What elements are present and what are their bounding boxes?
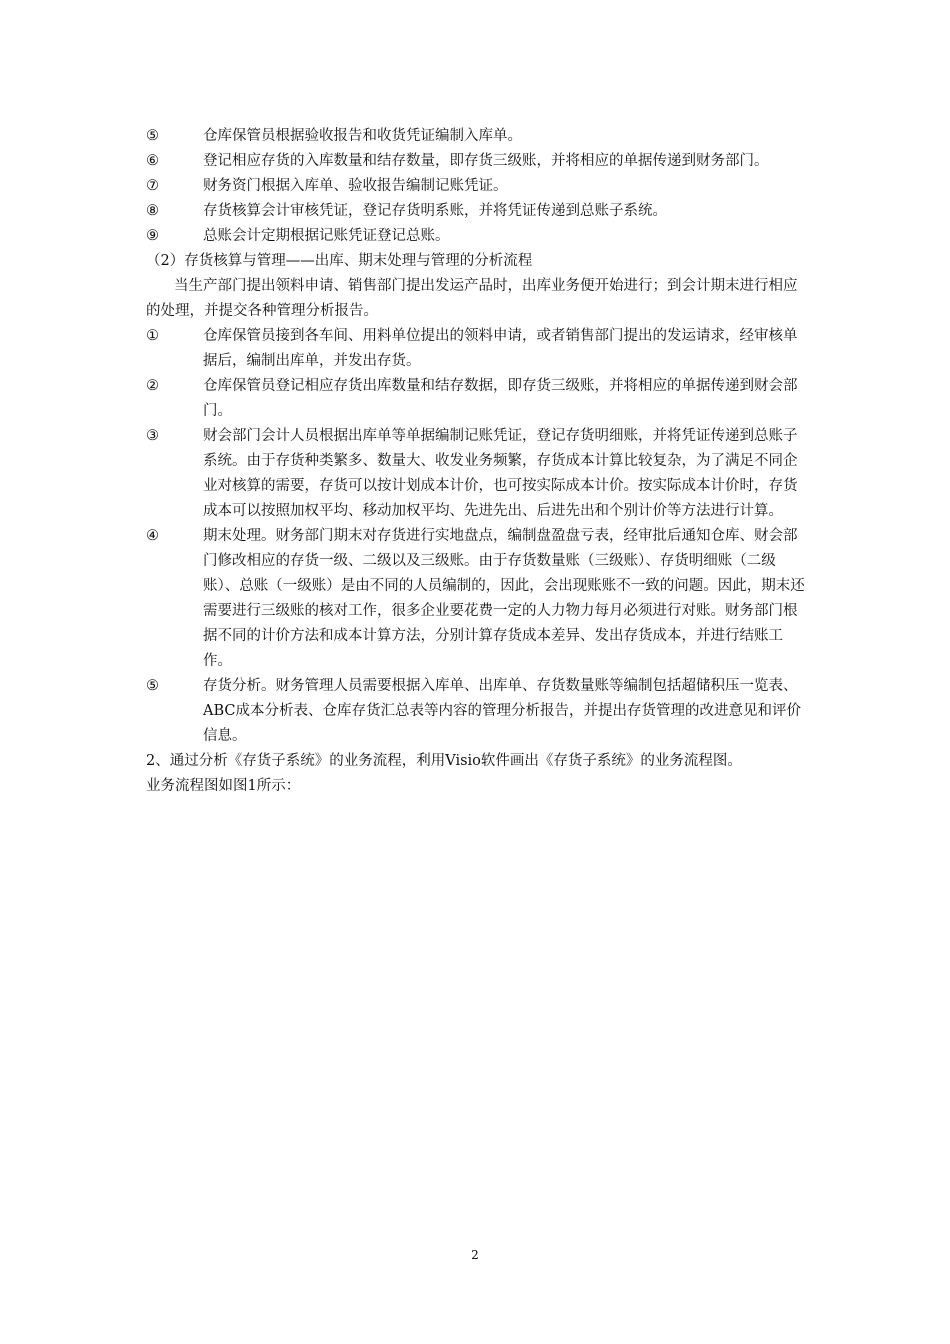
list-marker: ⑥ bbox=[146, 153, 159, 169]
list-item-text: 存货核算会计审核凭证，登记存货明系账，并将凭证传递到总账子系统。 bbox=[203, 203, 667, 219]
list-marker: ⑦ bbox=[146, 178, 159, 194]
list-item-text: 总账会计定期根据记账凭证登记总账。 bbox=[203, 228, 450, 244]
list-item bbox=[146, 199, 810, 224]
figure-reference: 业务流程图如图1所示： bbox=[146, 778, 301, 794]
list-marker: ⑨ bbox=[146, 228, 159, 244]
list-marker: ② bbox=[146, 378, 159, 394]
list-marker: ① bbox=[146, 328, 159, 344]
list-item bbox=[146, 524, 810, 674]
list-item-text: 仓库保管员接到各车间、用料单位提出的领料申请，或者销售部门提出的发运请求，经审核单据后，编制出库单，并发出存货。 bbox=[203, 328, 798, 369]
list-item-text: 仓库保管员根据验收报告和收货凭证编制入库单。 bbox=[203, 128, 522, 144]
list-item-text: 期末处理。财务部门期末对存货进行实地盘点，编制盘盈盘亏表，经审批后通知仓库、财会部门修改相应的存货一级、二级以及三级账。由于存货数量账（三级账）、存货明细账（二级账）、总账（一级账）是由不同的人员编制的，因此，会出现账账不一致的问题。因此，期末还需要进行三级账的核对工作，很多企业要花费一定的人力物力每月必须进行对账。财务部门根据不同的计价方法和成本计算方法，分别计算存货成本差异、发出存货成本，并进行结账工作。 bbox=[203, 528, 805, 669]
list-item bbox=[146, 324, 810, 374]
list-marker: ③ bbox=[146, 428, 159, 444]
list-marker: ⑧ bbox=[146, 203, 159, 219]
list-item bbox=[146, 174, 810, 199]
section-heading: （2）存货核算与管理——出库、期末处理与管理的分析流程 bbox=[146, 253, 533, 269]
list-item-text: 登记相应存货的入库数量和结存数量，即存货三级账，并将相应的单据传递到财务部门。 bbox=[203, 153, 769, 169]
page-number: 2 bbox=[471, 1248, 479, 1262]
list-item bbox=[146, 374, 810, 424]
list-item bbox=[146, 124, 810, 149]
list-item bbox=[146, 674, 810, 749]
list-item bbox=[146, 149, 810, 174]
list-marker: ⑤ bbox=[146, 128, 159, 144]
task-paragraph: 2、通过分析《存货子系统》的业务流程，利用Visio软件画出《存货子系统》的业务流程图。 bbox=[146, 753, 742, 769]
list-item bbox=[146, 224, 810, 249]
intro-paragraph: 当生产部门提出领料申请、销售部门提出发运产品时，出库业务便开始进行；到会计期末进行相应的处理，并提交各种管理分析报告。 bbox=[146, 278, 798, 319]
list-marker: ⑤ bbox=[146, 678, 159, 694]
list-item-text: 存货分析。财务管理人员需要根据入库单、出库单、存货数量账等编制包括超储积压一览表、ABC成本分析表、仓库存货汇总表等内容的管理分析报告，并提出存货管理的改进意见和评价信息。 bbox=[203, 678, 801, 744]
document-body bbox=[146, 124, 810, 799]
list-item-text: 财务资门根据入库单、验收报告编制记账凭证。 bbox=[203, 178, 508, 194]
list-marker: ④ bbox=[146, 528, 159, 544]
list-item-text: 财会部门会计人员根据出库单等单据编制记账凭证，登记存货明细账，并将凭证传递到总账子系统。由于存货种类繁多、数量大、收发业务频繁，存货成本计算比较复杂，为了满足不同企业对核算的需要，存货可以按计划成本计价，也可按实际成本计价。按实际成本计价时，存货成本可以按照加权平均、移动加权平均、先进先出、后进先出和个别计价等方法进行计算。 bbox=[203, 428, 798, 519]
list-item-text: 仓库保管员登记相应存货出库数量和结存数据，即存货三级账，并将相应的单据传递到财会部门。 bbox=[203, 378, 798, 419]
list-item bbox=[146, 424, 810, 524]
